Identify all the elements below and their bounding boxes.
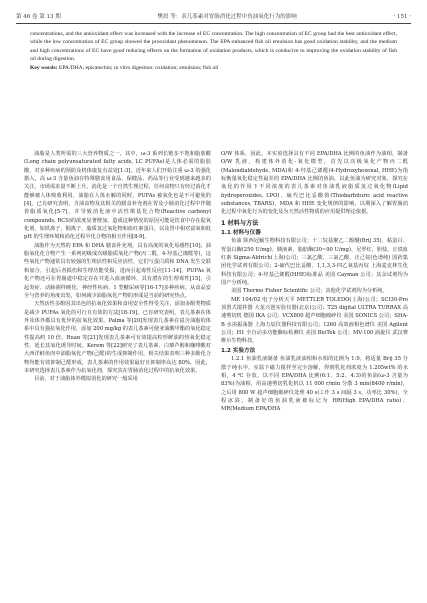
right-paragraph-1: O/W 体系，因此，本实验选择具有不同 EPA/DHA 比例的鱼油作为油相，制备 O/W 乳液，构建体外消化-氧化模型，首先以次级氧化产物丙二醛(Malondialdehyde, MDA)和 4-羟基己烯醛(4-Hydroxyhexenal, HHE)为指标衡量氧化稳定性最差的 EPA/DHA 比例的鱼油，以此鱼油为研究对象，探究在氧化的作用下不同浓度的表儿茶素对鱼油乳液脂质氢过氧化物(Lipid hydroperoxides, LPO)、硫代巴比妥酸值(Thiobarbituric acid reactive substances, TBARS)、MDA 和 HHE 变化规律的影响，以期深入了解胃肠消化过程中氧化行为的变化及为天然活性物质的应用提供理论依据。 xyxy=(221,151,408,216)
header-page-number: · 151 · xyxy=(393,14,411,20)
section-heading-1: 1 材料与方法 xyxy=(221,219,259,227)
right-paragraph-methods: 1.2.1 鱼油乳液制备 鱼油乳液油相和水相的比例为 1:9。将适量 Brij 35 分散于纯水中，室温下磁力搅拌至完全溶解，得到乳化剂浓度为 1.205wt% 的水相，4 ℃ 存放。以不同 EPA/DHA 比例(6:1、5:2、4:3)的鱼油(ω-3 含量为 83%)为油相，用高速剪切乳化机以 11 000 r/min 分散 3 min(8400 r/min)，之后用 800 W 超声细胞破碎仪处理 40 s(工作 3 s 间隔 3 s，功率比 30%)，全程冰浴，制备好的鱼油乳液被标记为 HR(High EPA/DHA ratio)、MR(Medium EPA/DHA xyxy=(221,356,408,413)
right-paragraph-instruments: ME 104/02 电子分析天平 METTLER TOLEDO(上海)公司；SCI30-Pro 顶置式搅拌器 大龙兴创实验仪器(北京)公司；T25 digital ULTRA TURRAX 高速剪切机 德国 IKA 公司；VCX800 超声细胞破碎仪 美国 SONICS 公司；SHA-B 水浴振荡器 上海力辰仪器科技有限公司；1260 高效液相色谱仪 美国 Agilent 公司；H1 全自动多功能酶标检测仪 美国 BioTek 公司；MV-100 涡旋仪 武汉赛维尔生物科技。 xyxy=(221,296,408,345)
keywords-label: Key words: xyxy=(30,64,58,71)
section-heading-1-2: 1.2 实验方法 xyxy=(221,347,256,354)
left-paragraph-2: 油脂作为天然的 EPA 和 DHA 膳食补充剂，具有高度的氧化易感性[10]。油脂氧化化合物产生一系列初级成次级脂质氧化产物(丙二醛、4-羟基己烯醛等)，这些氧化产物通常具有较强的生理活性和反应活性，它们与蛋白质和 DNA 发生交联和加合，引起后者损伤和生理功能受损，进而引起毒性反应[11-14]。PUFAs 氧化产物还可在胃肠道中稳定存在并进入血液循环，具有潜在的生理毒性[15]，引起炎症、动脉粥样硬化、神经性疾病、1 型糖尿病等[16-17]多种疾病。从食品安全与营养的角度出发，如何减少油脂氧化产物的形成是当前的研究热点。 xyxy=(24,242,211,299)
header-volume: 第 46 卷 第 13 期 xyxy=(16,14,61,20)
keywords-line xyxy=(30,64,397,72)
abstract-text: concentrations, and the antioxidant effect was increased with the increase of EC concentration. The high concentration of EC group had the best antioxidant effect, while the low concentration of EC group showed the prooxidant phenomenon. The EPA-enhanced fish oil emulsion has good oxidation stability, and the medium and high concentrations of EC have good reducing effects on the formation of oxidation products, which is conducive to improving the oxidation stability of fish oil during digestion. xyxy=(30,31,397,63)
left-column xyxy=(24,150,211,384)
header-rule xyxy=(16,23,411,24)
right-column xyxy=(221,150,408,414)
keywords-text: EPA/DHA; epicatechin; in vitro digestion; oxidation; emulsion; fish oil xyxy=(58,64,219,71)
right-paragraph-materials-2: 美国 Thermo Fisher Scientific 公司；其他化学试剂均为分析纯。 xyxy=(231,288,388,295)
left-paragraph-4: 目前，对于油脂体外模拟消化的研究一般采用 xyxy=(34,376,138,383)
english-abstract xyxy=(30,30,397,72)
section-heading-1-1: 1.1 材料与仪器 xyxy=(221,229,261,236)
running-header xyxy=(16,8,411,20)
left-paragraph-1: 油脂是人类所需的三大营养物质之一，其中，ω-3 系列长链多不饱和脂肪酸(Long chain polyunsaturated fatty acids, LC PUFAs)是人体必需的脂肪酸，对多种疾病的预防及机体康复有益处[1-3]。近年来人们开始注重 ω-3 的强化摄入，高 ω-3 含量鱼油在特殊膳食用食品、保健品、药品等行业受到越来越多的关注，市场需求量不断上升。消化是一个自然生理过程，任何食物只有经过消化才能够被人体吸收利用，油脂在人体水解的同时，PUFAs 被氧化也是不可避免的[4]。已有研究表明，含油食物及其相关的膳食补充剂在胃及小肠消化过程中伴随着脂质氧化[5-7]，并导致消化液中活性羰基化合物(Reactive carbonyl compounds, RCS)的浓度显著增加。造成这种情况的原因可能是饮食中存在促氧化剂，如铁离子、铜离子、脂质氢过氧化物和血红素蛋白，以及胃中相对富氧和低 pH 的生理环境和消化过程中化合物的相互作用[8-9]。 xyxy=(24,151,211,241)
right-paragraph-materials: 鱼油 陕西冠颖生物科技有限公司；十二烷基聚乙二醇醚(Brij 35)、粘蛋白、胃蛋白酶(250 U/mg)、胰液素、脂肪酶(30~90 U/mg)、尼罗红、胆盐、正铁血红素 Sigma-Aldrich(上海)公司；三氯乙酸、三氯乙酸、正己烷(色谱纯) 国药集团化学试剂有限公司；2-硫代巴比妥酸、1,1,3,3-四乙氧基丙烷 上海麦克林生化科技有限公司；4-羟基己烯醛(HHE)标准品 美国 Cayman 公司；其余试剂均为国产分析纯。 xyxy=(221,238,408,287)
left-paragraph-3: 天然活性多酚因其出色的抗氧化效果和食用安全性得受关注，添加多酚类物质是减少 PUFAs 氧化的可行且有效的方法[18-19]。已有研究表明，表儿茶素在体外及体外都具有优异的抗氧化效果。Palma 等[20]发现表儿茶素在富含油脂的体系中具有强抗氧化作用，添加 200 mg/kg 的表儿茶素可使亚油酸甲酯的氧化稳定性提高约 10 倍。Ruan 等[21]发现表儿茶素可有效提高粒形鲜油的热氧化稳定性，延长其氧化诱导时间。Kerem 等[22]研究了表儿茶素、白藜芦醇和咖啡酸对大西洋鲑鱼肉中油脂氧化产物(己醛)的生成抑制作用，相关结果表明三种多酚化合物均能有效抑制己醛形成，表儿茶素的作用效果最好且抑制率高达 80%。因此，本研究选择表儿茶素作为抗氧化剂，探究其在胃肠消化过程中的抗氧化效果。 xyxy=(24,301,211,374)
header-title: 樊晨 等：表儿茶素对胃肠消化过程中鱼油氧化行为的影响 xyxy=(157,14,297,20)
